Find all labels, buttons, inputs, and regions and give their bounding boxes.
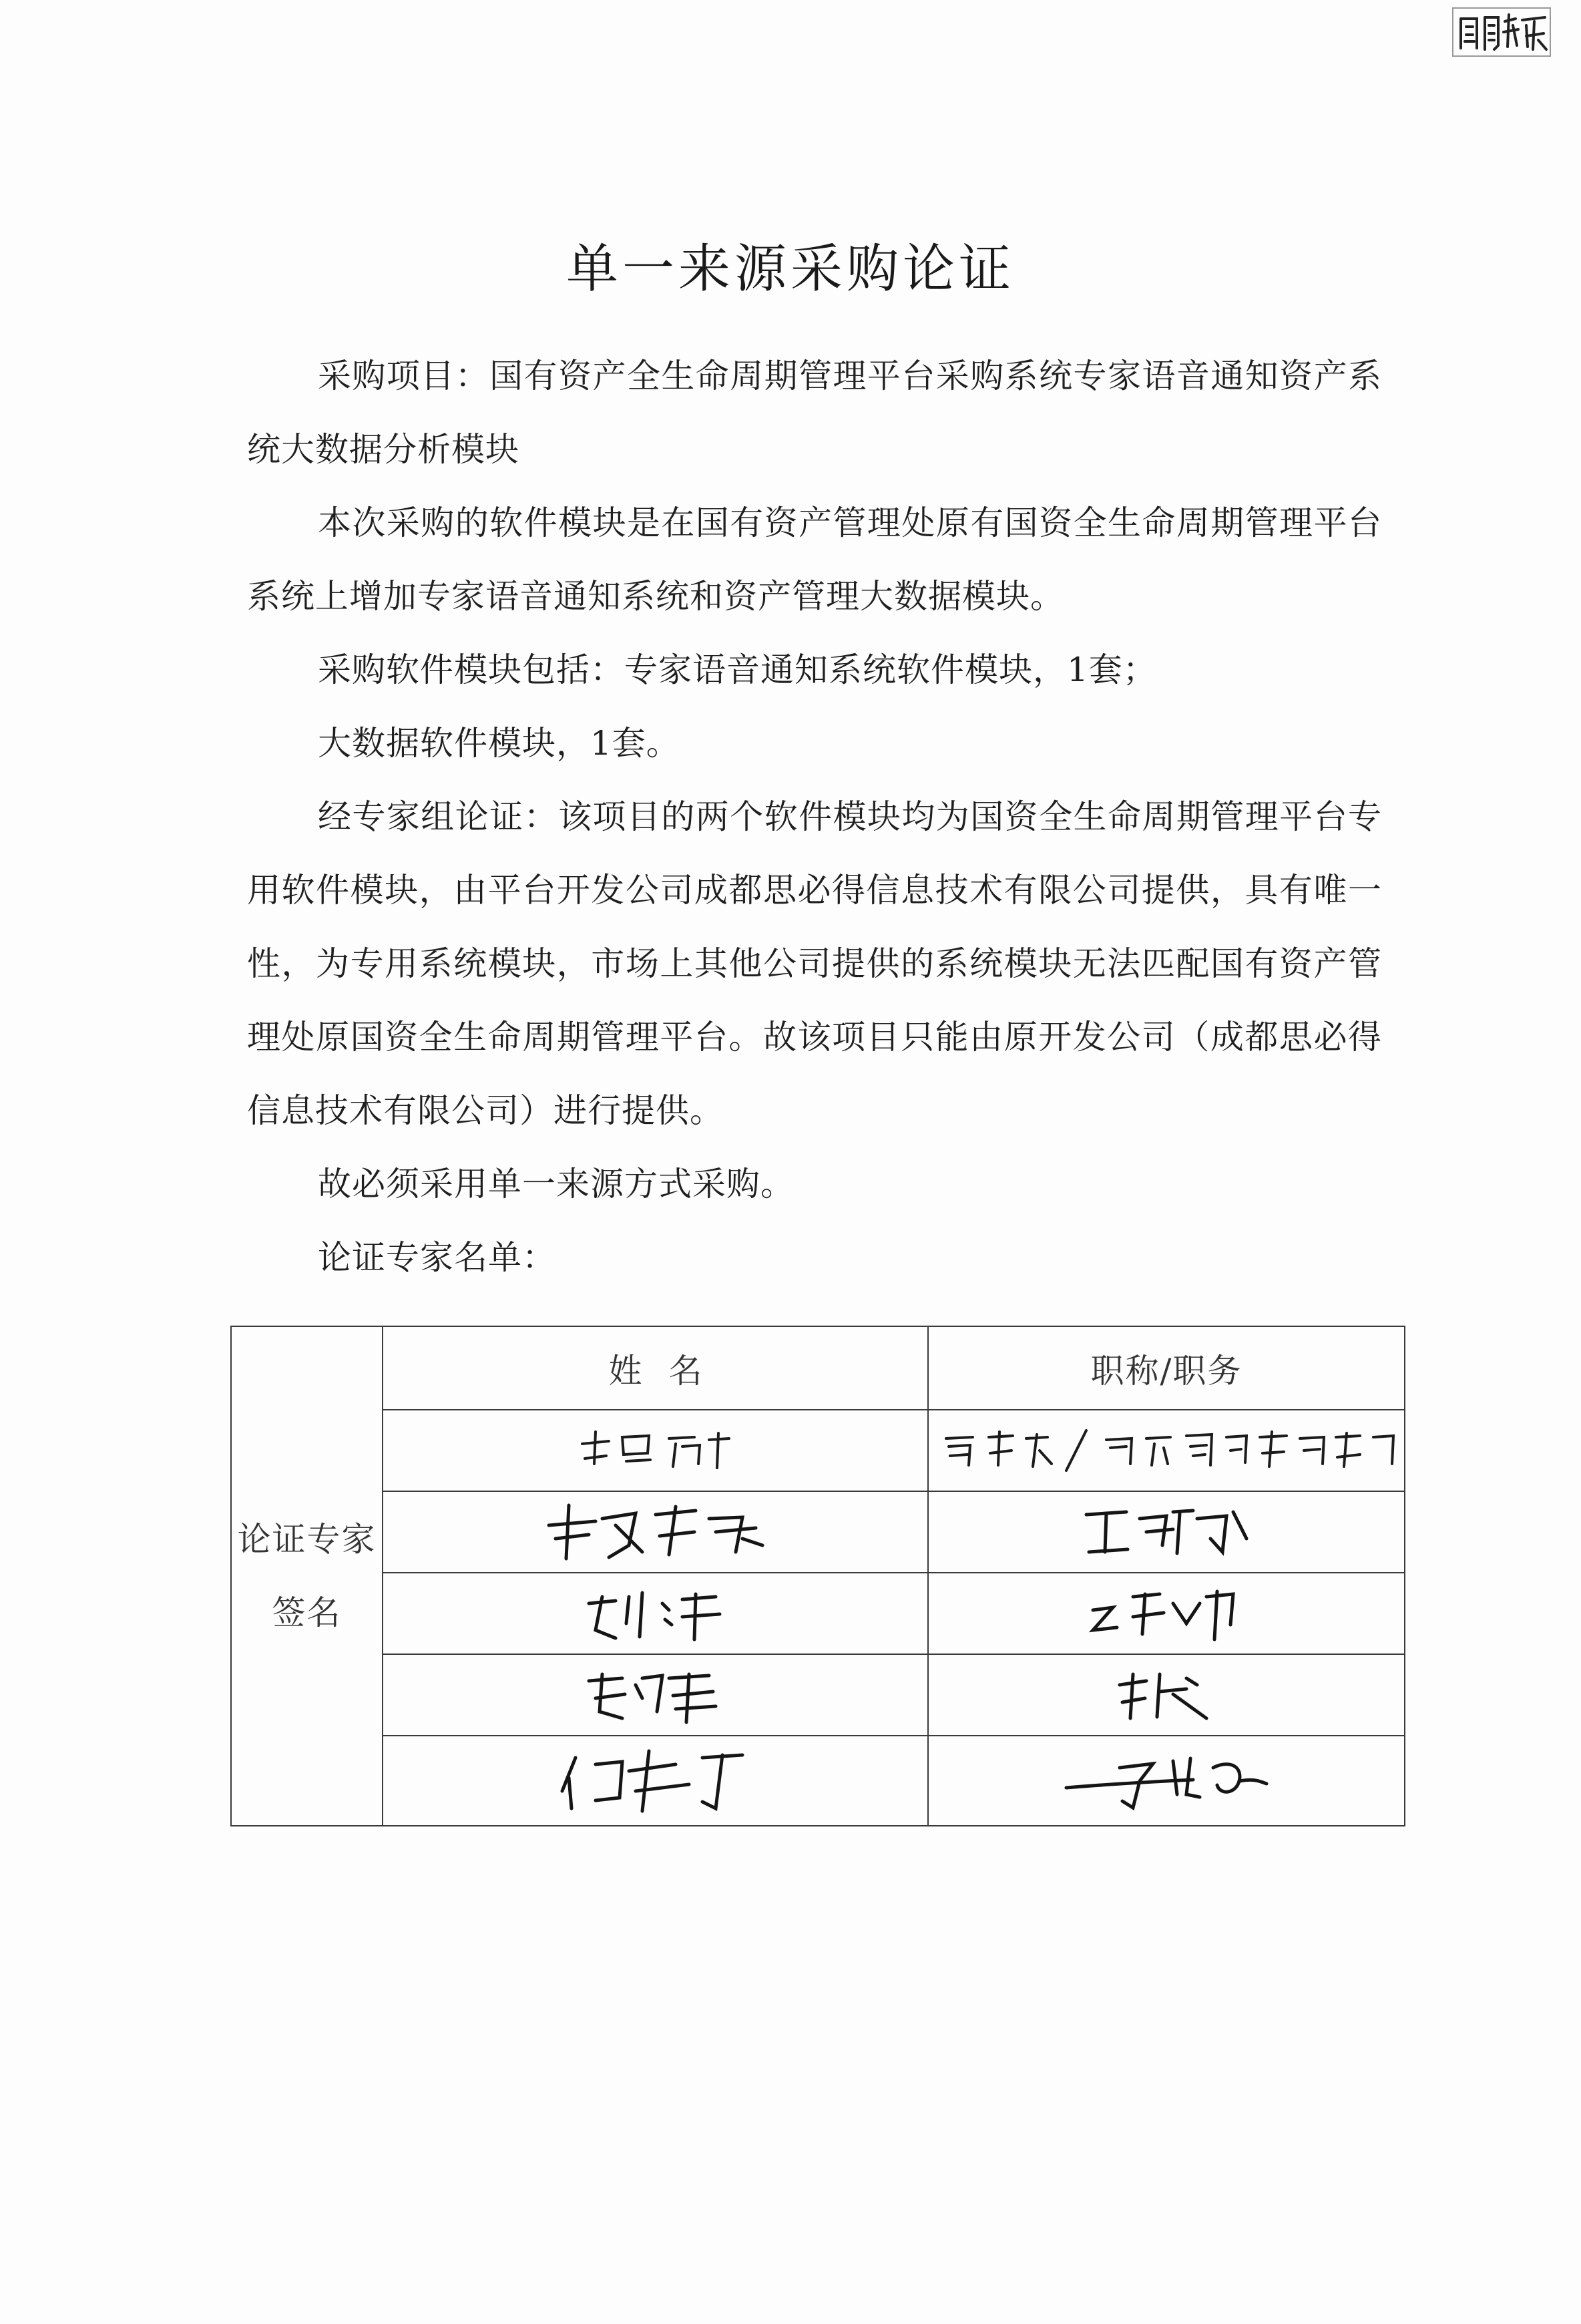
expert-name-signature bbox=[383, 1410, 928, 1491]
table-row bbox=[231, 1491, 1405, 1573]
table-row bbox=[231, 1410, 1405, 1491]
document-body bbox=[247, 339, 1382, 1294]
signature-name-1 bbox=[576, 1424, 736, 1477]
signature-title-1 bbox=[933, 1424, 1400, 1477]
modules-paragraph: 采购软件模块包括：专家语音通知系统软件模块，1套； bbox=[318, 650, 1157, 689]
expert-signature-table bbox=[230, 1326, 1405, 1826]
description-paragraph: 本次采购的软件模块是在国有资产管理处原有国资全生命周期管理平台系统上增加专家语音通知系统和资产管理大数据模块。 bbox=[247, 504, 1382, 616]
expert-title-signature bbox=[928, 1736, 1405, 1826]
table-row bbox=[231, 1573, 1405, 1654]
signature-name-4 bbox=[582, 1665, 729, 1725]
corner-handwritten-signature bbox=[1451, 5, 1552, 59]
expert-list-heading: 论证专家名单： bbox=[318, 1238, 556, 1277]
procurement-method-paragraph: 故必须采用单一来源方式采购。 bbox=[318, 1165, 795, 1203]
signature-name-5 bbox=[555, 1744, 756, 1818]
header-title: 职称/职务 bbox=[928, 1326, 1405, 1410]
project-paragraph: 采购项目：国有资产全生命周期管理平台采购系统专家语音通知资产系统大数据分析模块 bbox=[247, 357, 1382, 469]
expert-conclusion-paragraph: 经专家组论证：该项目的两个软件模块均为国资全生命周期管理平台专用软件模块，由平台开发公司成都思必得信息技术有限公司提供，具有唯一性，为专用系统模块，市场上其他公司提供的系统模块无法匹配国有资产管理处原国资全生命周期管理平台。故该项目只能由原开发公司（成都思必得信息技术有限公司）进行提供。 bbox=[247, 797, 1382, 1130]
page-title: 单一来源采购论证 bbox=[566, 239, 1015, 299]
expert-name-signature bbox=[383, 1736, 928, 1826]
signature-title-5 bbox=[1060, 1748, 1273, 1814]
expert-title-signature bbox=[928, 1491, 1405, 1573]
expert-name-signature bbox=[383, 1573, 928, 1654]
expert-title-signature bbox=[928, 1410, 1405, 1491]
header-name: 姓名 bbox=[383, 1326, 928, 1410]
signature-title-4 bbox=[1113, 1665, 1220, 1725]
table-row bbox=[231, 1654, 1405, 1736]
bigdata-paragraph: 大数据软件模块，1套。 bbox=[318, 724, 680, 763]
expert-name-signature bbox=[383, 1654, 928, 1736]
signature-title-2 bbox=[1080, 1499, 1253, 1565]
expert-title-signature bbox=[928, 1654, 1405, 1736]
signature-name-3 bbox=[582, 1583, 729, 1643]
signature-title-3 bbox=[1086, 1583, 1247, 1643]
table-row bbox=[231, 1736, 1405, 1826]
expert-name-signature bbox=[383, 1491, 928, 1573]
signature-row-label: 论证专家签名 bbox=[231, 1326, 383, 1826]
signature-name-2 bbox=[542, 1499, 769, 1565]
expert-title-signature bbox=[928, 1573, 1405, 1654]
